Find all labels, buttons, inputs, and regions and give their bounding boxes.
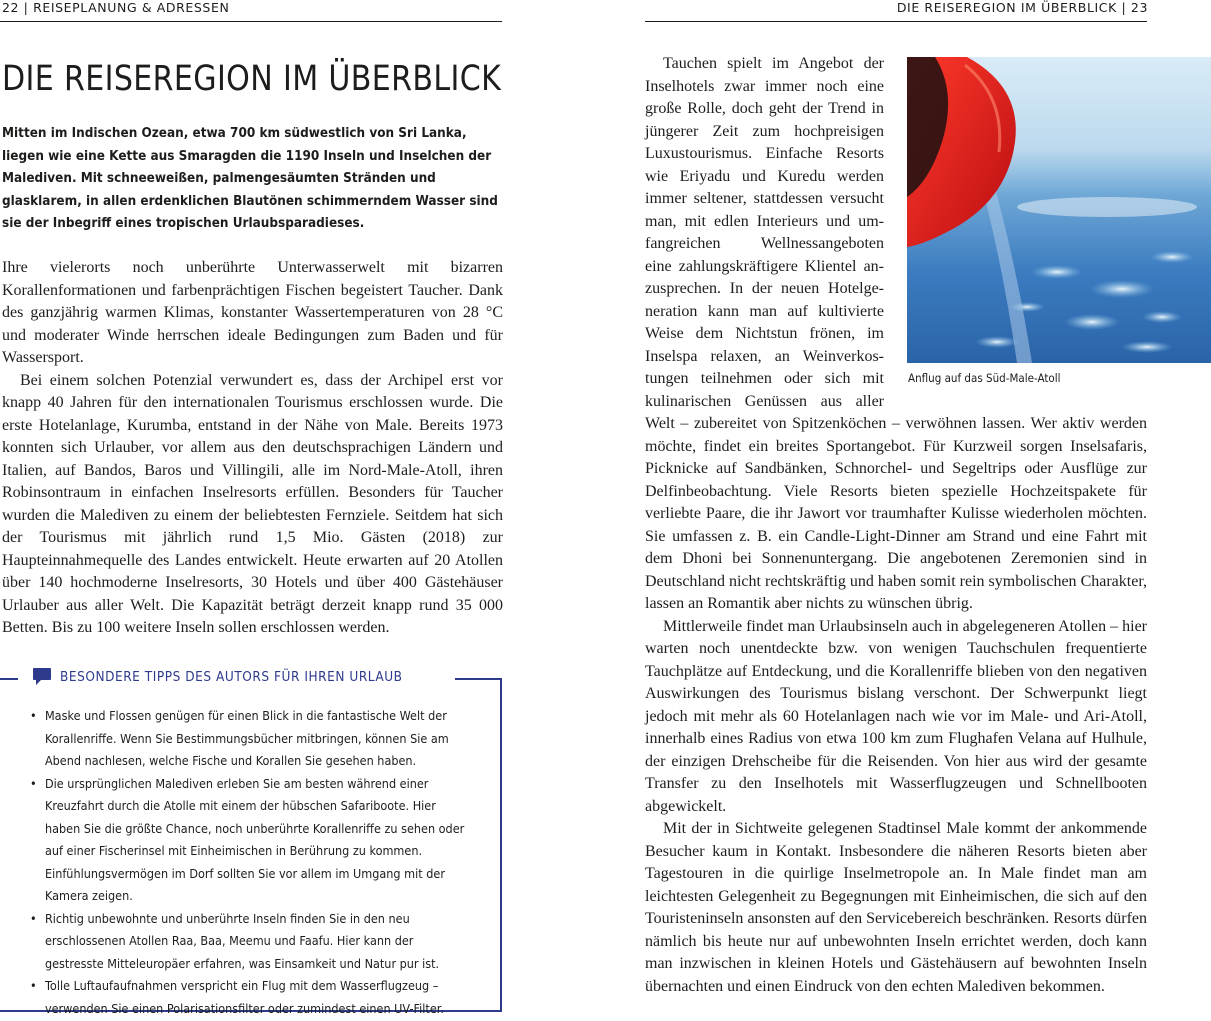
text-line: Tauchen spielt im Angebot der [663, 55, 884, 72]
wrap-lines [645, 53, 884, 413]
tips-heading [18, 667, 455, 687]
text-line: Inselhotels zwar immer noch eine [645, 77, 884, 95]
tips-list-item: • Tolle Luftaufaufnahmen verspricht ein Flug mit dem Wasserflugzeug – verwenden Sie einen Polarisationsfilter oder zumindest einen UV-Filter. [30, 976, 466, 1021]
header-rule-left [0, 21, 502, 22]
text-line: wie Eriyadu und Kuredu werden [645, 167, 884, 185]
header-rule-right [645, 21, 1147, 22]
tips-list-item: • Richtig unbewohnte und unberührte Inseln finden Sie in den neu erschlossenen Atollen Raa, Baa, Meemu und Faafu. Hier kann der gestresste Mitteleuropäer erfahren, was Einsamkeit und Natur pur ist. [30, 909, 466, 977]
body-paragraph: Bei einem solchen Potenzial verwundert es, dass der Archipel erst vor knapp 40 Jahren für den internationalen Tourismus erschlossen wurde. Die erste Hotelanlage, Kurumba, entstand in der Nähe von Male. Bereits 1973 konnten sich Urlauber, vor allem aus den deutschsprachigen Ländern und Italien, auf Bandos, Baros und Villingili, alle im Nord-Male-Atoll, ihren Robinsontraum in einfachen Inselresorts erfüllen. Besonders für Taucher wurden die Malediven zu einem der beliebtesten Fernziele. Seitdem hat sich der Tourismus mit jährlich rund 1,5 Mio. Gästen (2018) zur Haupteinnahmequelle des Landes entwickelt. Heute erwarten auf 20 Atollen über 140 hochmoderne Inselresorts, 30 Hotels und über 400 Gästehäuser Urlauber aus aller Welt. Die Kapazität beträgt derzeit knapp rund 35 000 Betten. Bis zu 100 weitere Inseln sollen erschlossen werden. [2, 371, 503, 636]
body-paragraph: Ihre vielerorts noch unberührte Unterwasserwelt mit bizarren Korallenformationen und farbenprächtigen Fischen begeistert Taucher. Dank des ganzjährig warmen Klimas, konstanter Wassertemperaturen von 28 °C und moderater Winde herrschen ideale Bedingungen zum Baden und für Wassersport. [2, 259, 503, 366]
photo-caption: Anflug auf das Süd-Male-Atoll [908, 371, 1061, 385]
right-body-wrap [645, 53, 884, 413]
text-line: große Rolle, doch geht der Trend in [645, 100, 884, 117]
text-line: neration kann man auf kultivierte [645, 302, 884, 320]
text-line: zusprechen. In der neuen Hotelge- [645, 280, 884, 297]
text-line: fangreichen Wellnessangeboten [645, 235, 884, 252]
speech-bubble-icon [32, 667, 52, 687]
running-header-left: 22 | REISEPLANUNG & ADRESSEN [2, 0, 230, 15]
text-line: Luxustourismus. Einfache Resorts [645, 145, 884, 162]
text-line: jüngerer Zeit zum hochpreisigen [645, 122, 884, 140]
tips-title: BESONDERE TIPPS DES AUTORS FÜR IHREN URLAUB [60, 669, 403, 685]
body-paragraph: Mittlerweile findet man Urlaubsinseln auch in abgelegeneren Atollen – hier warten noch unentdeckte bzw. von wenigen Tauchschulen frequentierte Tauchplätze auf Entdeckung, und die Korallenriffe blieben von den negativen Auswirkungen des Tourismus bislang verschont. Der Schwerpunkt liegt jedoch mit mehr als 60 Hotelanlagen nach wie vor im Male- und Ari-Atoll, innerhalb eines Radius von etwa 100 km zum Flughafen Velana auf Hulhule, der einzigen Drehscheibe für die Reisenden. Von hier aus wird der gesamte Transfer zu den Inselhotels mit Wasserflugzeugen und Schnellbooten abgewickelt. [645, 617, 1147, 815]
lead-paragraph: Mitten im Indischen Ozean, etwa 700 km südwestlich von Sri Lanka, liegen wie eine Kette aus Smaragden die 1190 Inseln und Inselchen der Malediven. Mit schneeweißen, palmengesäumten Stränden und glasklarem, in allen erdenklichen Blautönen schimmerndem Wasser sind sie der Inbegriff eines tropischen Urlaubsparadieses. [2, 125, 498, 231]
text-line: Weise dem Nichtstun frönen, im [645, 325, 884, 342]
tips-list-item: • Die ursprünglichen Malediven erleben Sie am besten während einer Kreuzfahrt durch die Atolle mit einem der hübschen Safariboote. Hier haben Sie die größte Chance, noch unberührte Korallenriffe zu sehen oder auf einer Fischerinsel mit Einheimischen in Berührung zu kommen. Einfühlungsvermögen im Dorf sollten Sie vor allem im Umgang mit der Kamera zeigen. [30, 774, 466, 909]
text-line: Inselspa relaxen, an Weinverkos- [645, 347, 884, 365]
text-line: eine zahlungskräftigere Klientel an- [645, 257, 884, 275]
seaplane-propeller-photo-icon [907, 57, 1211, 363]
tips-list-item: • Maske und Flossen genügen für einen Blick in die fantastische Welt der Korallenriffe. Wenn Sie Bestimmungsbücher mitbringen, können Sie am Abend nachlesen, welche Fische und Korallen Sie gesehen haben. [30, 706, 466, 774]
text-line: immer seltener, stattdessen versucht [645, 190, 884, 207]
body-paragraph: Welt – zubereitet von Spitzenköchen – verwöhnen lassen. Wer aktiv werden möchte, findet ein breites Sportangebot. Für Kurzweil sorgen Inselsafaris, Picknicke auf Sandbänken, Schnorchel- und Segeltrips oder Ausflüge zur Delfinbeobachtung. Viele Resorts bieten spezielle Hochzeitspakete für verliebte Paare, die ihr Jawort vor traumhafter Kulisse wiederholen möchten. Sie umfassen z. B. ein Candle-Light-Dinner am Strand und eine Fahrt mit dem Dhoni bei Sonnenuntergang. Die angebotenen Zeremonien sind in Deutschland nicht rechtskräftig und haben somit rein symbolischen Charakter, lassen an Romantik aber nichts zu wünschen übrig. [645, 415, 1147, 612]
page-title: DIE REISEREGION IM ÜBERBLICK [2, 59, 502, 99]
running-header-right: DIE REISEREGION IM ÜBERBLICK | 23 [896, 0, 1148, 15]
text-line: kulinarischen Genüssen aus aller [645, 392, 884, 410]
right-body-text [645, 413, 1147, 998]
body-paragraph: Mit der in Sichtweite gelegenen Stadtinsel Male kommt der ankommende Besucher kaum in Kontakt. Insbesondere die näheren Resorts bieten aber Tagestouren in die quirlige Inselmetropole an. In Male findet man am leichtesten Gelegenheit zu Begegnungen mit Einheimischen, die sich auf den Touristeninseln ansonsten auf den Servicebereich beschränken. Resorts dürfen nämlich bis heute nur auf unbewohnten Inseln errichtet werden, doch kann man inzwischen in kleinen Hotels und Gästehäusern auf bewohnten Inseln übernachten und einen Eindruck von den echten Malediven bekommen. [645, 820, 1147, 995]
text-line: tungen teilnehmen oder sich mit [645, 370, 884, 387]
tips-list [30, 706, 466, 1021]
text-line: man, mit edlen Interieurs und um- [645, 212, 884, 230]
left-body-text [2, 257, 503, 640]
aerial-photo [907, 57, 1211, 363]
